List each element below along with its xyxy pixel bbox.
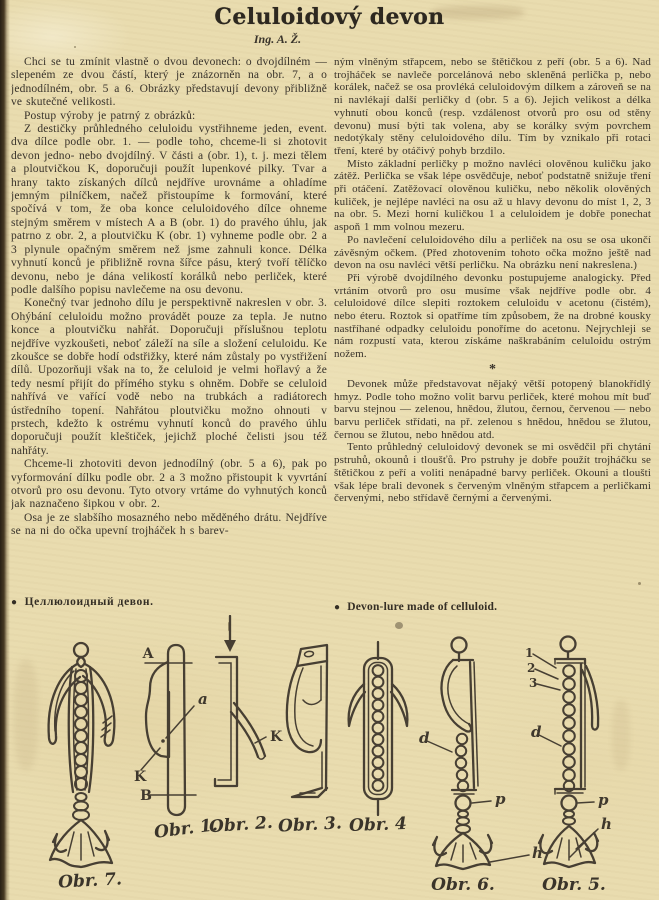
obr5-label-h: h — [601, 815, 612, 833]
obr1-caption: Obr. 1. — [153, 815, 219, 843]
obr4-caption: Obr. 4 — [348, 813, 408, 837]
obr6-label-p: p — [495, 790, 506, 808]
paragraph: Chceme-li zhotoviti devon jednodílný (obr. 5 a 6), pak po vyformování dílku podle obr. 2 a 3 možno přistoupit k vyvrtání otvorů pro osu devonu. Tyto otvory vrtáme do vyhnutých konců jak naznačeno šipkou v obr. 2. — [11, 458, 327, 511]
obr2-label-K: K — [270, 729, 283, 745]
paragraph: Osa je ze slabšího mosazného nebo měděného drátu. Nejdříve se na ni do očka upevní trojháček h s barev- — [11, 511, 327, 538]
obr1-label-A: A — [142, 646, 154, 662]
caption-english — [334, 601, 497, 613]
paragraph: Po navlečení celuloidového dílu a perliček na osu se osa ukončí závěsným očkem. (Před zhotovením tohoto očka možno ještě nad devon na osu navléci větší perličku. Na obrázku není nakreslena.) — [334, 233, 651, 272]
paragraph: Z destičky průhledného celuloidu vystřihneme jeden, event. dva dílce podle obr. 1. — podle toho, chceme-li si zhotovit devon jedno- nebo dvojdílný. V části a (obr. 1), t. j. mezi tělem a ploutvičkou K, doporučuji použít lupenkové pilky. Tvar a hrany takto získaných dílců nejdříve urovnáme a ohladíme jemným pilníčkem, načež přistoupíme k formování, které spočívá v tom, že oba konce celuloidového dílce ohneme stejným směrem v místech A a B (obr. 1) do pravého úhlu, jak patrno z obr. 2, a ploutvičku K (obr. 1) vyhneme podle obr. 2 a 3 plynule opačným směrem než jsme zahnuli konce. Délka vyhnutí konců je přibližně rovna šířce pásu, který tvoří tělíčko devonu, nebo je dána velikostí korálků nebo perliček, které podle dalšího popisu navlečeme na osu devonu. — [11, 123, 327, 296]
paragraph: ným vlněným střapcem, nebo se štětičkou z peří (obr. 5 a 6). Nad trojháček se navleče porcelánová nebo skleněná perlička p, nebo korálek, načež se osa provléká celuloidovým dílkem a zároveň se na ni navlékají další perličky d (obr. 5 a 6). Jejich velikost a délka vyhnutí obou konců (resp. vzdálenost otvorů pro osu od stěny devonu) musí býti tak volena, aby se korálky svým povrchem nedotýkaly stěny celuloidového dílu. Tím by vznikalo při rotaci tření, které by otáčivý pohyb brzdilo. — [334, 56, 651, 157]
section-separator: * — [488, 361, 497, 377]
obr3-caption: Obr. 3. — [277, 813, 343, 837]
bullet-icon: ● — [11, 597, 18, 608]
obr1-label-B: B — [140, 788, 152, 804]
figure-obr1-flat-piece — [134, 645, 219, 843]
figures-illustration — [0, 615, 659, 900]
obr7-caption: Obr. 7. — [57, 869, 123, 893]
paragraph: Tento průhledný celuloidový devonek se mi osvědčil při chytání pstruhů, okounů i tloušťů. Pro pstruhy je dobře použít trojháčku se štětičkou z peří a voliti nenápadné barvy perliček. Okouni a tloušti však lépe brali devonek s červeným vlněným střapcem a perličkami červenými, nebo střídavě černými a červenými. — [334, 441, 651, 505]
caption-text: Целлюлоидный девон. — [24, 596, 154, 608]
caption-russian — [11, 596, 154, 608]
caption-text: Devon-lure made of celluloid. — [347, 601, 498, 613]
obr5-label-2: 2 — [527, 661, 536, 675]
figure-obr6-one-piece-devon — [419, 638, 543, 896]
figure-obr3-perspective-piece — [278, 645, 343, 837]
paragraph: Devonek může představovat nějaký větší potopený blanokřídlý hmyz. Podle toho možno volit barvu perliček, které mohou mít buď barvu stejnou — zelenou, hnědou, žlutou, černou, červenou — nebo barvu perliček střídati, na př. zelenou s hnědou, hnědou se žlutou, černou se žlutou, nebo hnědou atd. — [334, 377, 651, 441]
right-column — [334, 56, 651, 604]
obr5-label-d: d — [531, 723, 542, 741]
obr2-caption: Obr. 2. — [208, 812, 274, 838]
bullet-icon: ● — [334, 602, 341, 613]
figure-obr4-glued-halves — [349, 642, 408, 836]
obr1-label-a: a — [198, 690, 208, 708]
obr5-caption: Obr. 5. — [542, 875, 606, 895]
obr5-label-3: 3 — [529, 676, 538, 690]
obr5-label-1: 1 — [525, 646, 534, 660]
paragraph: Postup výroby je patrný z obrázků: — [24, 109, 196, 122]
obr6-label-d: d — [419, 729, 430, 747]
figure-obr7-two-part-devon — [49, 643, 123, 893]
article-author: Ing. A. Ž. — [253, 32, 302, 46]
paragraph: Chci se tu zmínit vlastně o dvou devonech: o dvojdílném — slepeném ze dvou částí, který je znázorněn na obr. 7, a o jednodílném, obr. 5 a 6. Obrázky představují devony přibližně ve skutečné velikosti. — [11, 56, 327, 109]
obr6-caption: Obr. 6. — [431, 875, 495, 895]
figure-obr2-side-profile — [208, 616, 283, 837]
obr6-label-h: h — [532, 844, 543, 862]
paragraph: Místo základní perličky p možno navléci olověnou kuličku jako zátěž. Perlička se však lépe osvědčuje, neboť podstatně snižuje tření při otáčení. Zatěžovací olověnou kuličku, nebo několik olověných kuliček, je nejlépe navléci na osu až u hlavy devonu do míst 1, 2, 3 na obr. 5. Mezi horní kuličkou 1 a celuloidem je dobře ponechat aspoň 1 mm volnou mezeru. — [334, 157, 651, 234]
paragraph: Konečný tvar jednoho dílu je perspektivně nakreslen v obr. 3. Ohýbání celuloidu možno provádět pouze za tepla. Je nutno konce a ploutvičku nahřát. Doporučuji příslušnou teplotu nejdříve vyzkoušeti, neboť záleží na síle a složení celuloidu. Ke zkoušce se dobře hodí odstřižky, které nám zůstaly po vystřižení dílů. Upozorňuji však na to, že celuloid je velmi hořlavý a že tedy nesmí přijít do přímého styku s ohněm. Dobře se celuloid nahřívá ve vařící vodě nebo na trubkách a radiátorech ústředního topení. Nahřátou ploutvičku možno ohnouti v prstech, kdežto k ostrému vyhnutí konců do pravého úhlu doporučuji použít kleštiček, jejichž ploché čelisti jsou též nahřáty. — [11, 297, 327, 457]
obr5-label-p: p — [598, 791, 609, 809]
left-column — [11, 56, 327, 604]
article-title: Celuloidový devon — [214, 4, 445, 30]
paragraph: Při výrobě dvojdílného devonku postupujeme analogicky. Před vrtáním otvorů pro osu musíme však nejdříve podle obr. 4 celuloidové dílce slepiti roztokem celuloidu v acetonu (čistém), nebo éteru. Roztok si opatříme tím způsobem, že na drobné kousky nastříhané odpadky celuloidu ponoříme do acetonu. Nejrychleji se nám rozpustí vata, kterou získáme naškrabáním celuloidu ostrým nožem. — [334, 271, 651, 361]
obr1-label-K: K — [134, 769, 147, 785]
